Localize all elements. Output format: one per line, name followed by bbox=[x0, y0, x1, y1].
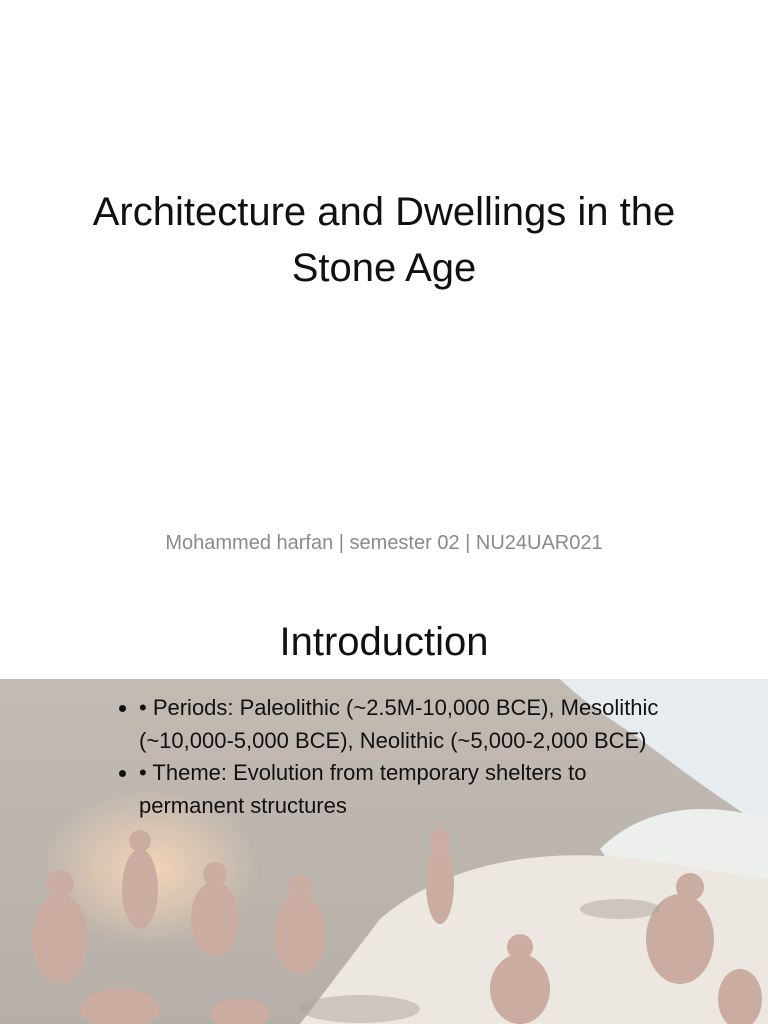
slide-title: Architecture and Dwellings in the Stone Age bbox=[92, 190, 676, 290]
bullet-item: • • Theme: Evolution from temporary shelters to permanent structures bbox=[139, 757, 669, 822]
introduction-slide bbox=[0, 590, 768, 1024]
slide-heading: Introduction bbox=[279, 620, 489, 664]
bullet-item: • • Periods: Paleolithic (~2.5M-10,000 BCE), Mesolithic (~10,000-5,000 BCE), Neolithic (~5,000-2,000 BCE) bbox=[139, 692, 669, 757]
slide-subtitle: Mohammed harfan | semester 02 | NU24UAR021 bbox=[165, 532, 603, 554]
bullet-list bbox=[118, 692, 669, 822]
